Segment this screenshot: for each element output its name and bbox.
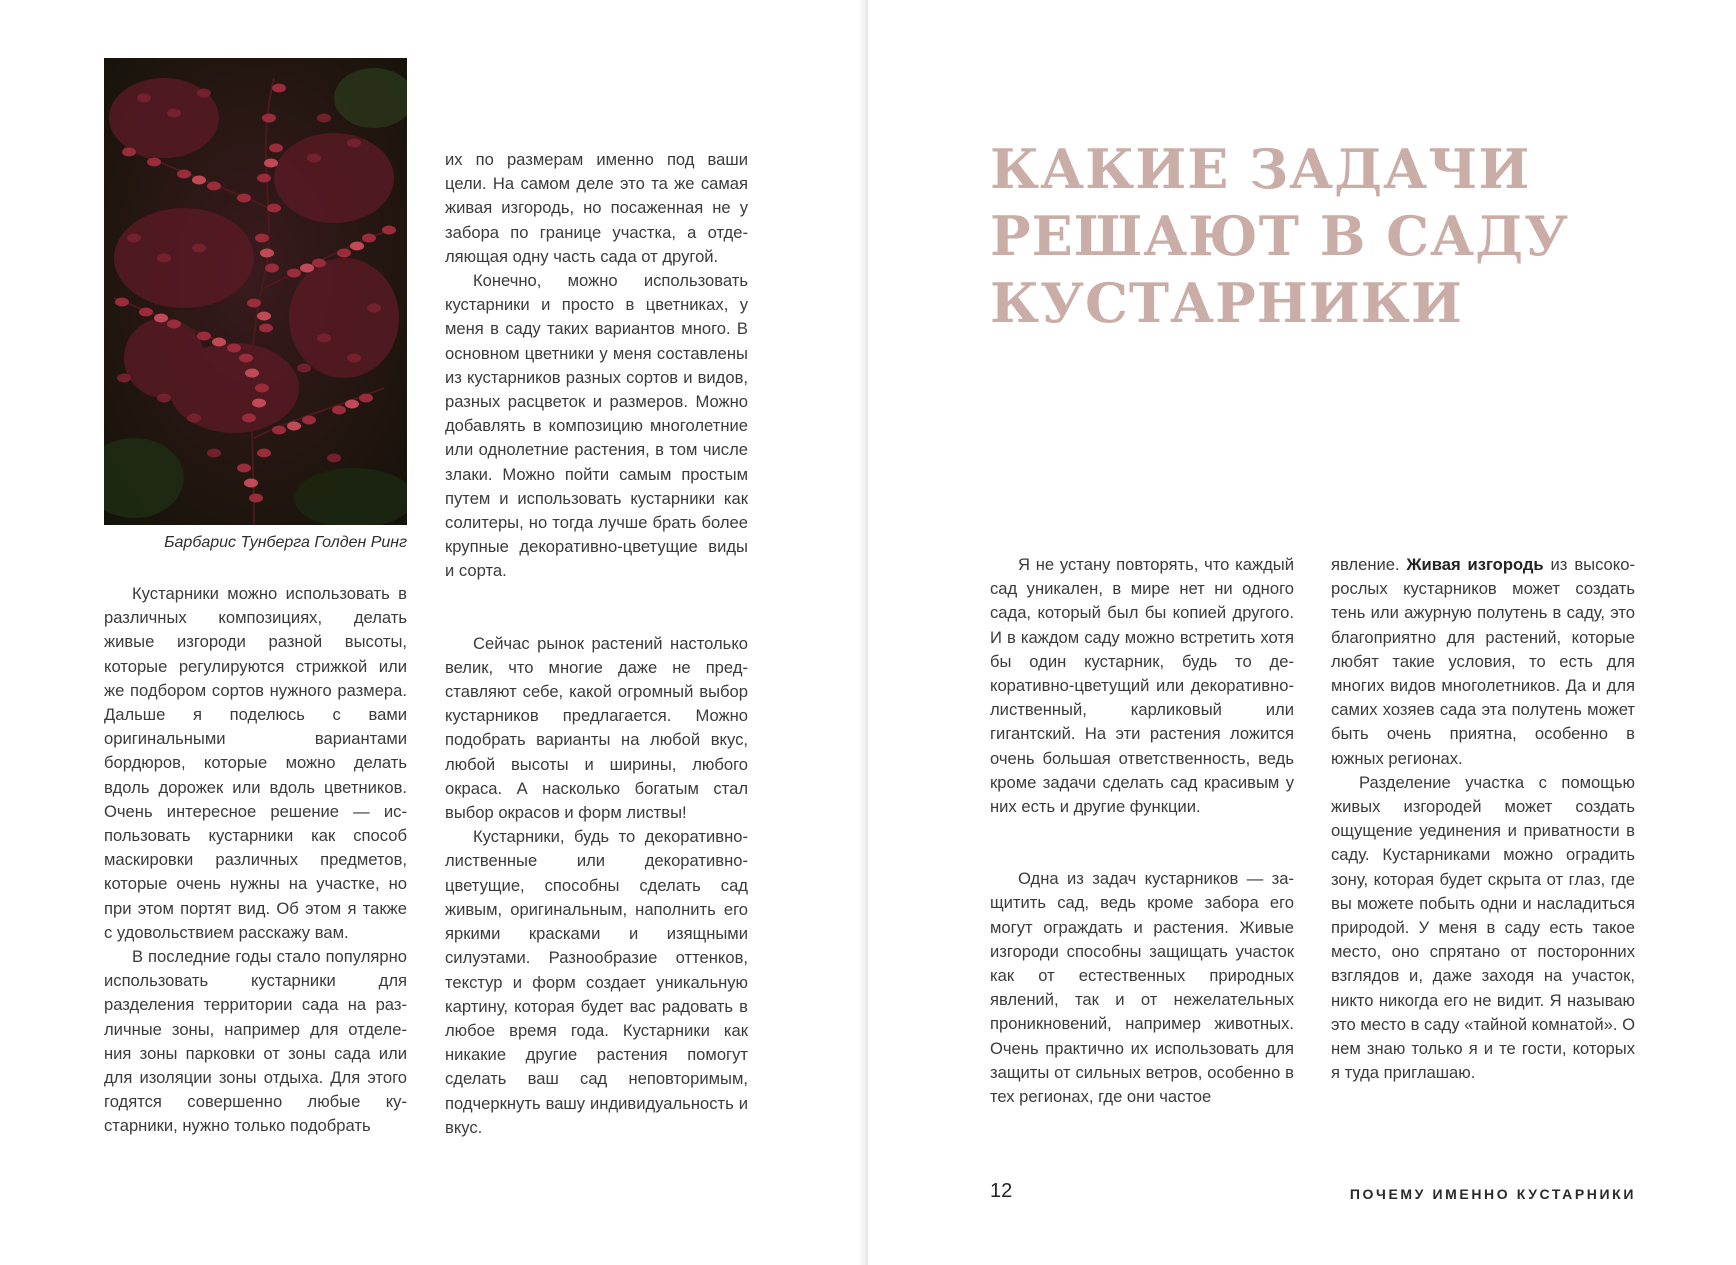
left-page — [0, 0, 866, 1265]
paragraph: В последние годы стало популярно использовать кустарники для разделения территории сада на различные зоны, например для отделения зоны парковки от зоны сада или для изоляции зоны отдыха. Для этого годятся совершенно любые кустарники, нужно только подобрать — [104, 947, 407, 1136]
bold-term: Живая изгородь — [1406, 555, 1544, 574]
chapter-heading — [990, 136, 1610, 337]
photo-caption: Барбарис Тунберга Голден Ринг — [164, 534, 407, 551]
page-number: 12 — [990, 1180, 1013, 1202]
paragraph: их по размерам именно под ваши цели. На самом деле это та же самая живая изгородь, но посаженная не у забора по границе участка, а отделяющая одну часть сада от другой. — [445, 150, 748, 266]
text-run: явление. — [1331, 555, 1407, 574]
paragraph: Кустарники можно использовать в различных композициях, делать живые изгороди разной высоты, которые регулируются стрижкой или же подбором сортов нужного размера. Дальше я поделюсь с вами оригинальными вариантами бордюров, которые можно делать вдоль дорожек или вдоль цветников. Очень интересное решение — использовать кустарники как способ маскировки различных предметов, которые очень нужны на участке, но при этом портят вид. Об этом я также с удовольствием расскажу вам. — [104, 584, 407, 942]
barberry-photo — [104, 58, 407, 525]
paragraph: Я не устану повторять, что каждый сад уникален, в мире нет ни одного сада, который был бы копией другого. И в каждом саду можно встретить хотя бы один кустарник, будь то декоративно-цветущий или декоративно-лиственный, карликовый или гигантский. На эти растения ложится очень большая ответственность, ведь кроме задачи сделать сад красивым у них есть и другие функции. — [990, 555, 1294, 817]
text-column-left-1 — [104, 582, 407, 1139]
text-column-right-1 — [990, 553, 1294, 1109]
paragraph: Сейчас рынок растений настолько велик, что многие даже не представляют себе, какой огромный выбор кустарников предлагается. Можно подобрать варианты на любой вкус, любой высоты и ширины, любого окраса. А насколько богатым стал выбор окрасов и форм листвы! — [445, 633, 748, 823]
running-title: ПОЧЕМУ ИМЕННО КУСТАРНИКИ — [1349, 1186, 1636, 1202]
text-column-left-2 — [445, 148, 748, 1140]
heading-line: КАКИЕ ЗАДАЧИ — [990, 137, 1531, 201]
text-run: из высокорослых кустарников может создать тень или ажурную полутень в саду, это благоприятно для растений, которые любят такие условия, то есть для многих видов многолетников. Да и для самих хозяев сада эта полутень может быть очень приятна, особенно в южных регионах. — [1331, 555, 1635, 768]
text-column-right-2 — [1331, 553, 1635, 1085]
paragraph: Разделение участка с помощью живых изгородей может создать ощущение уединения и приватности в саду. Кустарниками можно оградить зону, которая будет скрыта от глаз, где вы можете побыть одни и насладиться природой. У меня в саду есть такое место, оно спрятано от посторонних взглядов и, даже заходя на участок, никто никогда его не видит. Я называю это место в саду «тайной комнатой». О нем знаю только я и те гости, которых я туда приглашаю. — [1331, 772, 1635, 1083]
paragraph: Кустарники, будь то декоративно-лиственные или декоративно-цветущие, способны сделать сад живым, оригинальным, наполнить его яркими красками и изящными силуэтами. Разнообразие оттенков, текстур и форм создает уникальную картину, которая будет вас радовать в любое время года. Кустарники как никакие другие растения помогут сделать ваш сад неповторимым, подчеркнуть вашу индивидуальность и вкус. — [445, 827, 748, 1137]
heading-line: РЕШАЮТ В САДУ — [990, 204, 1569, 268]
paragraph: Одна из задач кустарников — защитить сад, ведь кроме забора его могут ограждать и растения. Живые изгороди способны защищать участок как от естественных природных явлений, так и от нежелательных проникновений, например животных. Очень практично их использовать для защиты от сильных ветров, особенно в тех регионах, где они частое — [990, 869, 1294, 1107]
paragraph — [1331, 553, 1635, 771]
paragraph: Конечно, можно использовать кустарники и просто в цветниках, у меня в саду таких вариантов много. В основном цветники у меня составлены из кустарников разных сортов и видов, разных расцветок и размеров. Можно добавлять в композицию многолетние или однолетние растения, в том числе злаки. Можно пойти самым простым путем и использовать кустарники как солитеры, но тогда лучше брать более крупные декоративно-цветущие виды и сорта. — [445, 271, 748, 581]
heading-line: КУСТАРНИКИ — [990, 271, 1463, 335]
